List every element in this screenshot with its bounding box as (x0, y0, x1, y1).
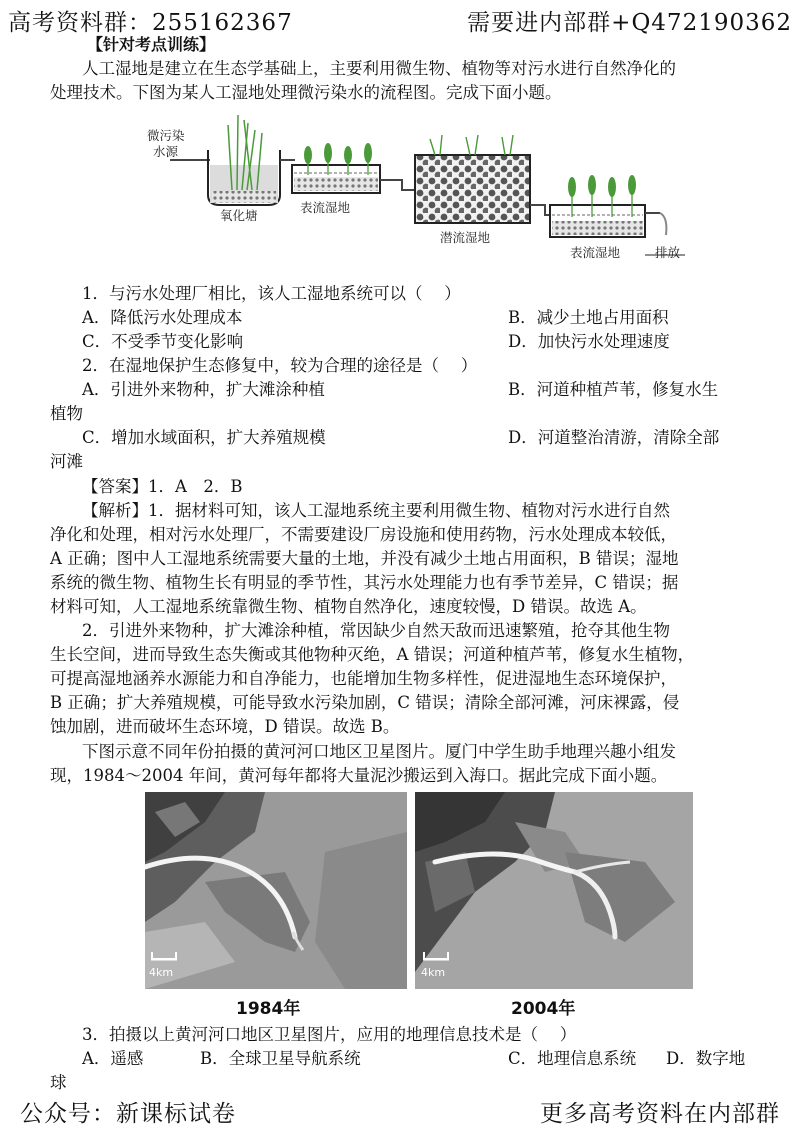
q3-option-d-cont: 球 (50, 1073, 67, 1092)
q2-option-c: C．增加水域面积，扩大养殖规模 (82, 428, 326, 447)
scale-label-1984: 4km (149, 966, 174, 979)
analysis2-line-1: 2．引进外来物种，扩大滩涂种植，常因缺少自然天敌而迅速繁殖，抢夺其他生物 (82, 621, 670, 640)
q2-option-b-cont: 植物 (50, 404, 83, 423)
wetland-plants-1 (304, 143, 372, 164)
q2-option-d: D．河道整治清游，清除全部 (508, 428, 720, 447)
q3-stem: 3．拍摄以上黄河河口地区卫星图片，应用的地理信息技术是（ ） (82, 1025, 577, 1044)
analysis1-line-5: 材料可知，人工湿地系统靠微生物、植物自然净化，速度较慢，D 错误。故选 A。 (50, 597, 647, 616)
stage-label-oxidation-pond: 氧化塘 (220, 208, 258, 223)
intro2-line-1: 下图示意不同年份拍摄的黄河河口地区卫星图片。厦门中学生助手地理兴趣小组发 (82, 742, 676, 761)
q1-option-a: A．降低污水处理成本 (82, 308, 243, 327)
q2-stem: 2．在湿地保护生态修复中，较为合理的途径是（ ） (82, 356, 478, 375)
q1-stem: 1．与污水处理厂相比，该人工湿地系统可以（ ） (82, 284, 461, 303)
scale-label-2004: 4km (421, 966, 446, 979)
stage-label-subsurface-wetland: 潜流湿地 (440, 230, 491, 245)
answer-key: 【答案】1．A 2．B (82, 477, 243, 496)
analysis1-line-1: 【解析】1．据材料可知，该人工湿地系统主要利用微生物、植物对污水进行自然 (82, 501, 670, 520)
source-label-2: 水源 (153, 144, 179, 159)
section-title: 【针对考点训练】 (87, 35, 216, 54)
outlet-label: 排放 (655, 245, 681, 260)
stage-label-surface-wetland-2: 表流湿地 (570, 245, 621, 260)
caption-1984: 1984年 (236, 999, 301, 1019)
footer-wechat-account: 公众号：新课标试卷 (20, 1101, 236, 1127)
q3-option-a: A．遥感 (82, 1049, 144, 1068)
q2-option-d-cont: 河滩 (50, 452, 83, 471)
q1-option-d: D．加快污水处理速度 (508, 332, 670, 351)
intro-line-1: 人工湿地是建立在生态学基础上，主要利用微生物、植物等对污水进行自然净化的 (82, 59, 676, 78)
stage-label-surface-wetland-1: 表流湿地 (300, 200, 351, 215)
wetland-flow-diagram (140, 105, 700, 265)
source-label-1: 微污染 (147, 128, 185, 143)
analysis2-line-5: 蚀加剧，进而破坏生态环境，D 错误。故选 B。 (50, 717, 400, 736)
header-qq-group: 高考资料群：255162367 (8, 10, 293, 36)
analysis2-line-2: 生长空间，进而导致生态失衡或其他物种灭绝，A 错误；河道种植芦苇，修复水生植物， (50, 645, 695, 664)
intro2-line-2: 现，1984～2004 年间，黄河每年都将大量泥沙搬运到入海口。据此完成下面小题。 (50, 766, 668, 785)
q1-option-c: C．不受季节变化影响 (82, 332, 244, 351)
analysis1-line-4: 系统的微生物、植物生长有明显的季节性，其污水处理能力也有季节差异，C 错误；据 (50, 573, 679, 592)
q2-option-b: B．河道种植芦苇，修复水生 (508, 380, 719, 399)
analysis2-line-4: B 正确；扩大养殖规模，可能导致水污染加剧，C 错误；清除全部河滩，河床裸露，侵 (50, 693, 680, 712)
q3-option-d: D．数字地 (666, 1049, 746, 1068)
q3-option-c: C．地理信息系统 (508, 1049, 637, 1068)
analysis1-line-3: A 正确；图中人工湿地系统需要大量的土地，并没有减少土地占用面积，B 错误；湿地 (50, 549, 679, 568)
q3-option-b: B．全球卫星导航系统 (200, 1049, 361, 1068)
header-internal-group: 需要进内部群+Q472190362 (467, 10, 792, 36)
satellite-image-2004 (415, 792, 693, 989)
caption-2004: 2004年 (511, 999, 576, 1019)
intro-line-2: 处理技术。下图为某人工湿地处理微污染水的流程图。完成下面小题。 (50, 83, 562, 102)
subsurface-wetland (415, 155, 530, 223)
q1-option-b: B．减少土地占用面积 (508, 308, 669, 327)
wetland-plants-2 (568, 175, 636, 197)
analysis2-line-3: 可提高湿地涵养水源能力和自净能力，也能增加生物多样性，促进湿地生态环境保护， (50, 669, 677, 688)
q2-option-a: A．引进外来物种，扩大滩涂种植 (82, 380, 325, 399)
footer-more-resources: 更多高考资料在内部群 (540, 1101, 780, 1127)
satellite-image-1984 (145, 792, 407, 989)
analysis1-line-2: 净化和处理，相对污水处理厂，不需要建设厂房设施和使用药物，污水处理成本较低， (50, 525, 677, 544)
